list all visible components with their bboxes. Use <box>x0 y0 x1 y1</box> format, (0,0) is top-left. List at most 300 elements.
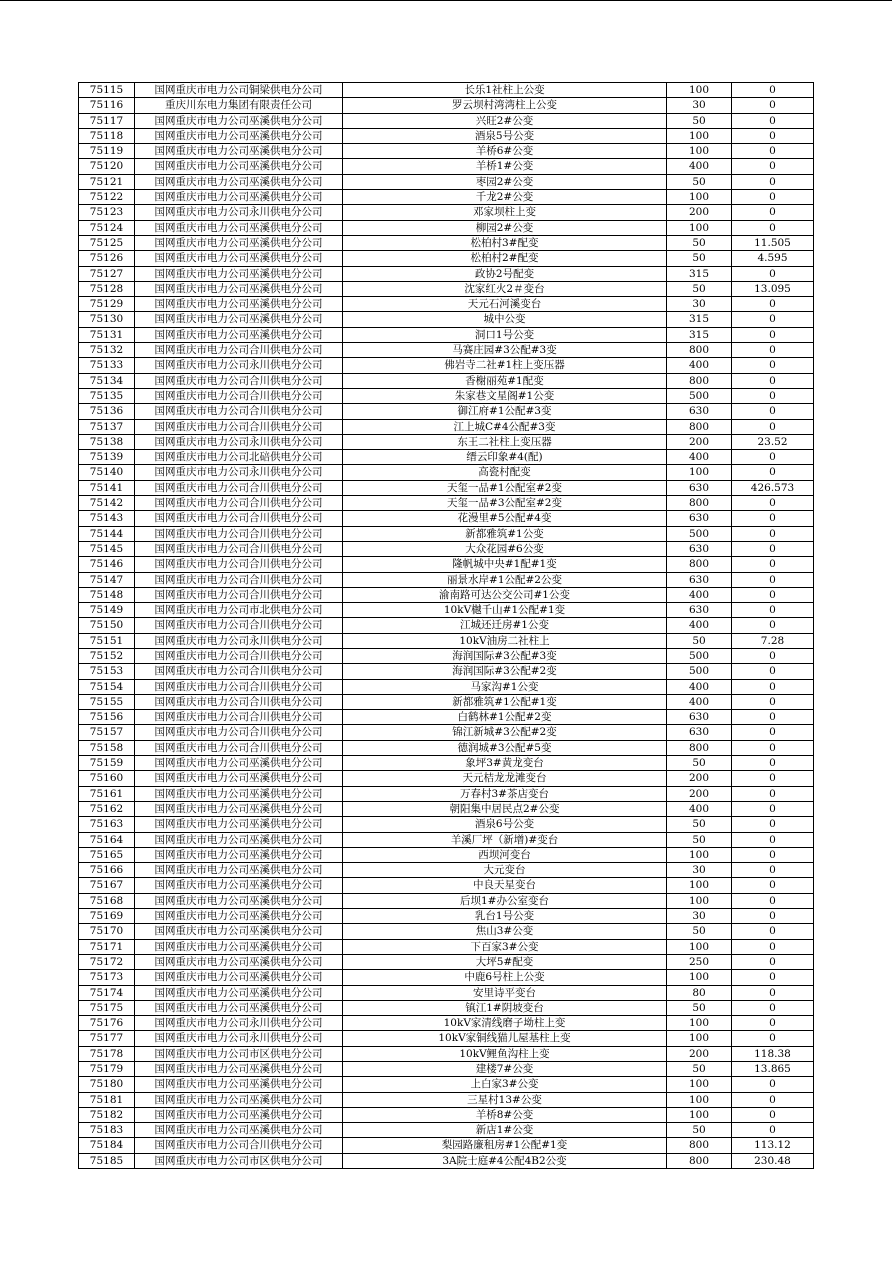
transformer-name-cell: 长乐1社柱上公变 <box>343 83 667 98</box>
row-id-cell: 75184 <box>79 1138 135 1153</box>
table-row <box>79 939 814 954</box>
table-row <box>79 1138 814 1153</box>
row-id-cell: 75147 <box>79 572 135 587</box>
capacity-cell: 50 <box>667 113 732 128</box>
table-row <box>79 312 814 327</box>
transformer-name-cell: 丽景水岸#1公配#2公变 <box>343 572 667 587</box>
transformer-name-cell: 兴旺2#公变 <box>343 113 667 128</box>
capacity-cell: 800 <box>667 496 732 511</box>
capacity-cell: 50 <box>667 633 732 648</box>
value-cell: 0 <box>732 144 814 159</box>
value-cell: 11.505 <box>732 235 814 250</box>
company-cell: 国网重庆市电力公司永川供电分公司 <box>135 434 343 449</box>
table-row <box>79 526 814 541</box>
transformer-name-cell: 高瓷村配变 <box>343 465 667 480</box>
row-id-cell: 75164 <box>79 832 135 847</box>
table-row <box>79 343 814 358</box>
row-id-cell: 75127 <box>79 266 135 281</box>
value-cell: 0 <box>732 954 814 969</box>
company-cell: 重庆川东电力集团有限责任公司 <box>135 98 343 113</box>
transformer-name-cell: 白鹤林#1公配#2变 <box>343 710 667 725</box>
table-row <box>79 511 814 526</box>
transformer-name-cell: 西坝河变台 <box>343 847 667 862</box>
capacity-cell: 315 <box>667 312 732 327</box>
capacity-cell: 50 <box>667 281 732 296</box>
value-cell: 0 <box>732 740 814 755</box>
table-row <box>79 496 814 511</box>
company-cell: 国网重庆市电力公司合川供电分公司 <box>135 648 343 663</box>
capacity-cell: 100 <box>667 939 732 954</box>
transformer-name-cell: 江城还迁房#1公变 <box>343 618 667 633</box>
table-row <box>79 297 814 312</box>
capacity-cell: 800 <box>667 1138 732 1153</box>
transformer-name-cell: 新店1#公变 <box>343 1123 667 1138</box>
capacity-cell: 50 <box>667 251 732 266</box>
capacity-cell: 400 <box>667 801 732 816</box>
table-row <box>79 924 814 939</box>
row-id-cell: 75165 <box>79 847 135 862</box>
transformer-name-cell: 10kV家铜线猫儿屋基柱上变 <box>343 1031 667 1046</box>
value-cell: 0 <box>732 358 814 373</box>
table-row <box>79 541 814 556</box>
company-cell: 国网重庆市电力公司巫溪供电分公司 <box>135 847 343 862</box>
transformer-name-cell: 锦江新城#3公配#2变 <box>343 725 667 740</box>
capacity-cell: 400 <box>667 694 732 709</box>
company-cell: 国网重庆市电力公司巫溪供电分公司 <box>135 159 343 174</box>
company-cell: 国网重庆市电力公司巫溪供电分公司 <box>135 1062 343 1077</box>
table-row <box>79 572 814 587</box>
value-cell: 0 <box>732 832 814 847</box>
capacity-cell: 50 <box>667 832 732 847</box>
table-row <box>79 786 814 801</box>
table-row <box>79 740 814 755</box>
value-cell: 0 <box>732 847 814 862</box>
capacity-cell: 100 <box>667 1107 732 1122</box>
company-cell: 国网重庆市电力公司合川供电分公司 <box>135 694 343 709</box>
capacity-cell: 100 <box>667 1077 732 1092</box>
capacity-cell: 630 <box>667 404 732 419</box>
capacity-cell: 100 <box>667 190 732 205</box>
table-row <box>79 1107 814 1122</box>
table-row <box>79 970 814 985</box>
transformer-name-cell: 东王二社柱上变压器 <box>343 434 667 449</box>
transformer-name-cell: 朱家巷文星阁#1公变 <box>343 388 667 403</box>
row-id-cell: 75153 <box>79 664 135 679</box>
transformer-name-cell: 天玺一品#1公配室#2变 <box>343 480 667 495</box>
row-id-cell: 75117 <box>79 113 135 128</box>
capacity-cell: 400 <box>667 358 732 373</box>
row-id-cell: 75163 <box>79 817 135 832</box>
capacity-cell: 800 <box>667 557 732 572</box>
row-id-cell: 75142 <box>79 496 135 511</box>
row-id-cell: 75132 <box>79 343 135 358</box>
company-cell: 国网重庆市电力公司巫溪供电分公司 <box>135 312 343 327</box>
row-id-cell: 75118 <box>79 128 135 143</box>
transformer-name-cell: 天元桔龙龙滩变台 <box>343 771 667 786</box>
transformer-table <box>78 82 814 1169</box>
row-id-cell: 75146 <box>79 557 135 572</box>
capacity-cell: 500 <box>667 388 732 403</box>
capacity-cell: 50 <box>667 924 732 939</box>
capacity-cell: 200 <box>667 434 732 449</box>
transformer-name-cell: 下百家3#公变 <box>343 939 667 954</box>
transformer-name-cell: 镇江1#阴坡变台 <box>343 1000 667 1015</box>
table-row <box>79 664 814 679</box>
row-id-cell: 75178 <box>79 1046 135 1061</box>
value-cell: 0 <box>732 924 814 939</box>
transformer-name-cell: 罗云坝村湾湾柱上公变 <box>343 98 667 113</box>
row-id-cell: 75122 <box>79 190 135 205</box>
capacity-cell: 50 <box>667 756 732 771</box>
row-id-cell: 75116 <box>79 98 135 113</box>
transformer-name-cell: 缙云印象#4(配) <box>343 450 667 465</box>
table-row <box>79 587 814 602</box>
row-id-cell: 75137 <box>79 419 135 434</box>
table-row <box>79 98 814 113</box>
table-row <box>79 113 814 128</box>
transformer-name-cell: 新都雅筑#1公配#1变 <box>343 694 667 709</box>
transformer-name-cell: 大坪5#配变 <box>343 954 667 969</box>
capacity-cell: 400 <box>667 159 732 174</box>
capacity-cell: 500 <box>667 526 732 541</box>
transformer-name-cell: 政协2号配变 <box>343 266 667 281</box>
table-row <box>79 1000 814 1015</box>
value-cell: 0 <box>732 128 814 143</box>
value-cell: 0 <box>732 710 814 725</box>
capacity-cell: 400 <box>667 450 732 465</box>
company-cell: 国网重庆市电力公司巫溪供电分公司 <box>135 801 343 816</box>
table-row <box>79 985 814 1000</box>
row-id-cell: 75182 <box>79 1107 135 1122</box>
transformer-name-cell: 海润国际#3公配#3变 <box>343 648 667 663</box>
transformer-name-cell: 3A院士庭#4公配4B2公变 <box>343 1153 667 1168</box>
table-row <box>79 450 814 465</box>
value-cell: 0 <box>732 404 814 419</box>
value-cell: 0 <box>732 618 814 633</box>
company-cell: 国网重庆市电力公司巫溪供电分公司 <box>135 251 343 266</box>
value-cell: 23.52 <box>732 434 814 449</box>
company-cell: 国网重庆市电力公司巫溪供电分公司 <box>135 220 343 235</box>
transformer-name-cell: 羊桥8#公变 <box>343 1107 667 1122</box>
value-cell: 0 <box>732 373 814 388</box>
transformer-name-cell: 大元变台 <box>343 863 667 878</box>
transformer-name-cell: 海润国际#3公配#2变 <box>343 664 667 679</box>
row-id-cell: 75166 <box>79 863 135 878</box>
transformer-name-cell: 象坪3#黄龙变台 <box>343 756 667 771</box>
company-cell: 国网重庆市电力公司合川供电分公司 <box>135 1138 343 1153</box>
company-cell: 国网重庆市电力公司铜梁供电分公司 <box>135 83 343 98</box>
company-cell: 国网重庆市电力公司巫溪供电分公司 <box>135 144 343 159</box>
table-row <box>79 817 814 832</box>
page-top-rule <box>0 0 892 1</box>
company-cell: 国网重庆市电力公司巫溪供电分公司 <box>135 817 343 832</box>
value-cell: 0 <box>732 572 814 587</box>
value-cell: 0 <box>732 603 814 618</box>
transformer-name-cell: 中鹿6号柱上公变 <box>343 970 667 985</box>
row-id-cell: 75152 <box>79 648 135 663</box>
table-row <box>79 878 814 893</box>
company-cell: 国网重庆市电力公司永川供电分公司 <box>135 1031 343 1046</box>
company-cell: 国网重庆市电力公司巫溪供电分公司 <box>135 327 343 342</box>
value-cell: 0 <box>732 496 814 511</box>
capacity-cell: 30 <box>667 909 732 924</box>
table-row <box>79 954 814 969</box>
company-cell: 国网重庆市电力公司巫溪供电分公司 <box>135 266 343 281</box>
company-cell: 国网重庆市电力公司合川供电分公司 <box>135 618 343 633</box>
table-row <box>79 756 814 771</box>
capacity-cell: 800 <box>667 1153 732 1168</box>
row-id-cell: 75160 <box>79 771 135 786</box>
value-cell: 0 <box>732 343 814 358</box>
value-cell: 0 <box>732 679 814 694</box>
row-id-cell: 75183 <box>79 1123 135 1138</box>
capacity-cell: 30 <box>667 98 732 113</box>
company-cell: 国网重庆市电力公司市区供电分公司 <box>135 1046 343 1061</box>
table-row <box>79 266 814 281</box>
transformer-name-cell: 中良天星变台 <box>343 878 667 893</box>
row-id-cell: 75150 <box>79 618 135 633</box>
company-cell: 国网重庆市电力公司合川供电分公司 <box>135 526 343 541</box>
company-cell: 国网重庆市电力公司合川供电分公司 <box>135 541 343 556</box>
company-cell: 国网重庆市电力公司合川供电分公司 <box>135 587 343 602</box>
value-cell: 0 <box>732 1077 814 1092</box>
transformer-name-cell: 乳台1号公变 <box>343 909 667 924</box>
table-row <box>79 128 814 143</box>
table-row <box>79 1077 814 1092</box>
value-cell: 0 <box>732 511 814 526</box>
capacity-cell: 100 <box>667 128 732 143</box>
value-cell: 0 <box>732 83 814 98</box>
transformer-name-cell: 马家沟#1公变 <box>343 679 667 694</box>
table-row <box>79 557 814 572</box>
table-row <box>79 847 814 862</box>
table-row <box>79 220 814 235</box>
transformer-name-cell: 大众花园#6公变 <box>343 541 667 556</box>
company-cell: 国网重庆市电力公司合川供电分公司 <box>135 710 343 725</box>
company-cell: 国网重庆市电力公司合川供电分公司 <box>135 725 343 740</box>
capacity-cell: 100 <box>667 144 732 159</box>
value-cell: 0 <box>732 541 814 556</box>
row-id-cell: 75139 <box>79 450 135 465</box>
row-id-cell: 75175 <box>79 1000 135 1015</box>
row-id-cell: 75156 <box>79 710 135 725</box>
table-row <box>79 174 814 189</box>
row-id-cell: 75158 <box>79 740 135 755</box>
row-id-cell: 75171 <box>79 939 135 954</box>
table-row <box>79 618 814 633</box>
value-cell: 0 <box>732 1123 814 1138</box>
transformer-name-cell: 江上城C#4公配#3变 <box>343 419 667 434</box>
table-row <box>79 419 814 434</box>
company-cell: 国网重庆市电力公司巫溪供电分公司 <box>135 863 343 878</box>
transformer-name-cell: 天元石河溪变台 <box>343 297 667 312</box>
row-id-cell: 75167 <box>79 878 135 893</box>
row-id-cell: 75131 <box>79 327 135 342</box>
table-row <box>79 1123 814 1138</box>
row-id-cell: 75134 <box>79 373 135 388</box>
value-cell: 0 <box>732 419 814 434</box>
table-row <box>79 480 814 495</box>
value-cell: 0 <box>732 220 814 235</box>
value-cell: 0 <box>732 771 814 786</box>
transformer-name-cell: 羊溪厂坪（新增)#变台 <box>343 832 667 847</box>
capacity-cell: 200 <box>667 771 732 786</box>
transformer-name-cell: 千龙2#公变 <box>343 190 667 205</box>
row-id-cell: 75177 <box>79 1031 135 1046</box>
value-cell: 0 <box>732 664 814 679</box>
value-cell: 0 <box>732 878 814 893</box>
company-cell: 国网重庆市电力公司合川供电分公司 <box>135 679 343 694</box>
row-id-cell: 75136 <box>79 404 135 419</box>
row-id-cell: 75173 <box>79 970 135 985</box>
transformer-name-cell: 上白家3#公变 <box>343 1077 667 1092</box>
company-cell: 国网重庆市电力公司永川供电分公司 <box>135 465 343 480</box>
capacity-cell: 315 <box>667 266 732 281</box>
value-cell: 0 <box>732 450 814 465</box>
company-cell: 国网重庆市电力公司市区供电分公司 <box>135 1153 343 1168</box>
company-cell: 国网重庆市电力公司永川供电分公司 <box>135 358 343 373</box>
company-cell: 国网重庆市电力公司永川供电分公司 <box>135 633 343 648</box>
capacity-cell: 800 <box>667 419 732 434</box>
company-cell: 国网重庆市电力公司巫溪供电分公司 <box>135 924 343 939</box>
value-cell: 0 <box>732 159 814 174</box>
company-cell: 国网重庆市电力公司巫溪供电分公司 <box>135 954 343 969</box>
company-cell: 国网重庆市电力公司合川供电分公司 <box>135 496 343 511</box>
value-cell: 0 <box>732 1016 814 1031</box>
row-id-cell: 75138 <box>79 434 135 449</box>
capacity-cell: 800 <box>667 740 732 755</box>
capacity-cell: 50 <box>667 817 732 832</box>
transformer-name-cell: 羊桥6#公变 <box>343 144 667 159</box>
company-cell: 国网重庆市电力公司巫溪供电分公司 <box>135 297 343 312</box>
value-cell: 0 <box>732 756 814 771</box>
row-id-cell: 75135 <box>79 388 135 403</box>
transformer-name-cell: 10kV鲤鱼沟柱上变 <box>343 1046 667 1061</box>
company-cell: 国网重庆市电力公司巫溪供电分公司 <box>135 1107 343 1122</box>
capacity-cell: 800 <box>667 343 732 358</box>
company-cell: 国网重庆市电力公司合川供电分公司 <box>135 511 343 526</box>
row-id-cell: 75119 <box>79 144 135 159</box>
table-row <box>79 1092 814 1107</box>
row-id-cell: 75159 <box>79 756 135 771</box>
transformer-name-cell: 万春村3#茶店变台 <box>343 786 667 801</box>
transformer-name-cell: 10kV樾千山#1公配#1变 <box>343 603 667 618</box>
transformer-name-cell: 邓家坝柱上变 <box>343 205 667 220</box>
table-row <box>79 144 814 159</box>
transformer-name-cell: 10kV家清线磨子坳柱上变 <box>343 1016 667 1031</box>
table-row <box>79 603 814 618</box>
value-cell: 0 <box>732 1092 814 1107</box>
company-cell: 国网重庆市电力公司永川供电分公司 <box>135 1016 343 1031</box>
row-id-cell: 75172 <box>79 954 135 969</box>
value-cell: 0 <box>732 725 814 740</box>
table-row <box>79 725 814 740</box>
table-row <box>79 235 814 250</box>
row-id-cell: 75170 <box>79 924 135 939</box>
value-cell: 0 <box>732 648 814 663</box>
table-row <box>79 465 814 480</box>
capacity-cell: 100 <box>667 847 732 862</box>
table-row <box>79 1153 814 1168</box>
row-id-cell: 75130 <box>79 312 135 327</box>
value-cell: 4.595 <box>732 251 814 266</box>
value-cell: 0 <box>732 939 814 954</box>
capacity-cell: 100 <box>667 970 732 985</box>
capacity-cell: 630 <box>667 511 732 526</box>
capacity-cell: 100 <box>667 1092 732 1107</box>
value-cell: 0 <box>732 266 814 281</box>
table-row <box>79 358 814 373</box>
company-cell: 国网重庆市电力公司巫溪供电分公司 <box>135 970 343 985</box>
transformer-name-cell: 花漫里#5公配#4变 <box>343 511 667 526</box>
transformer-name-cell: 新都雅筑#1公变 <box>343 526 667 541</box>
transformer-name-cell: 安里诗平变台 <box>343 985 667 1000</box>
company-cell: 国网重庆市电力公司巫溪供电分公司 <box>135 281 343 296</box>
capacity-cell: 630 <box>667 725 732 740</box>
row-id-cell: 75161 <box>79 786 135 801</box>
capacity-cell: 100 <box>667 220 732 235</box>
transformer-name-cell: 御江府#1公配#3变 <box>343 404 667 419</box>
value-cell: 113.12 <box>732 1138 814 1153</box>
company-cell: 国网重庆市电力公司合川供电分公司 <box>135 404 343 419</box>
value-cell: 0 <box>732 786 814 801</box>
company-cell: 国网重庆市电力公司巫溪供电分公司 <box>135 1123 343 1138</box>
company-cell: 国网重庆市电力公司合川供电分公司 <box>135 388 343 403</box>
value-cell: 0 <box>732 1000 814 1015</box>
value-cell: 0 <box>732 587 814 602</box>
value-cell: 0 <box>732 526 814 541</box>
capacity-cell: 630 <box>667 603 732 618</box>
row-id-cell: 75180 <box>79 1077 135 1092</box>
value-cell: 0 <box>732 694 814 709</box>
row-id-cell: 75121 <box>79 174 135 189</box>
row-id-cell: 75176 <box>79 1016 135 1031</box>
company-cell: 国网重庆市电力公司合川供电分公司 <box>135 664 343 679</box>
transformer-name-cell: 洞口1号公变 <box>343 327 667 342</box>
capacity-cell: 400 <box>667 679 732 694</box>
capacity-cell: 800 <box>667 373 732 388</box>
value-cell: 426.573 <box>732 480 814 495</box>
transformer-name-cell: 渝南路可达公交公司#1公变 <box>343 587 667 602</box>
capacity-cell: 50 <box>667 1123 732 1138</box>
table-row <box>79 1062 814 1077</box>
row-id-cell: 75181 <box>79 1092 135 1107</box>
table-row <box>79 1046 814 1061</box>
capacity-cell: 100 <box>667 465 732 480</box>
capacity-cell: 500 <box>667 648 732 663</box>
row-id-cell: 75185 <box>79 1153 135 1168</box>
capacity-cell: 200 <box>667 786 732 801</box>
company-cell: 国网重庆市电力公司巫溪供电分公司 <box>135 878 343 893</box>
company-cell: 国网重庆市电力公司巫溪供电分公司 <box>135 1077 343 1092</box>
transformer-name-cell: 酒泉6号公变 <box>343 817 667 832</box>
transformer-name-cell: 德润城#3公配#5变 <box>343 740 667 755</box>
table-row <box>79 434 814 449</box>
company-cell: 国网重庆市电力公司永川供电分公司 <box>135 205 343 220</box>
row-id-cell: 75140 <box>79 465 135 480</box>
row-id-cell: 75123 <box>79 205 135 220</box>
company-cell: 国网重庆市电力公司巫溪供电分公司 <box>135 235 343 250</box>
value-cell: 13.865 <box>732 1062 814 1077</box>
capacity-cell: 250 <box>667 954 732 969</box>
row-id-cell: 75148 <box>79 587 135 602</box>
table-row <box>79 205 814 220</box>
transformer-name-cell: 后坝1#办公室变台 <box>343 893 667 908</box>
transformer-name-cell: 10kV油房二社柱上 <box>343 633 667 648</box>
value-cell: 0 <box>732 1107 814 1122</box>
transformer-name-cell: 沈家红火2＃变台 <box>343 281 667 296</box>
row-id-cell: 75169 <box>79 909 135 924</box>
